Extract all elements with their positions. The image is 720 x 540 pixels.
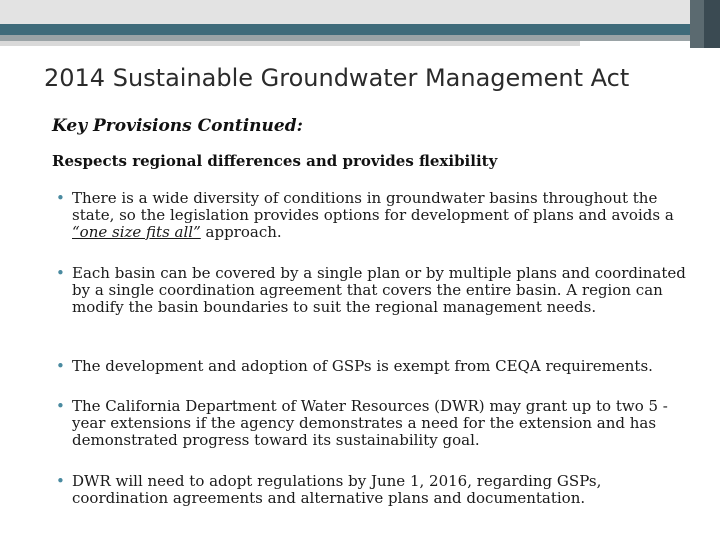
bullet-text-end: approach. (200, 223, 282, 241)
header-corner-accent-dark (704, 0, 720, 48)
slide-subtitle: Key Provisions Continued: (52, 116, 303, 136)
bullet-text: DWR will need to adopt regulations by June 1, 2016, regarding GSPs, coordination agreements and alternative plans and documentation. (72, 472, 602, 507)
bullet-item (52, 358, 702, 375)
header-band-teal (0, 24, 700, 35)
bullet-text: Each basin can be covered by a single plan or by multiple plans and coordinated by a single coordination agreement that covers the entire basin. A region can modify the basin boundaries to suit the regional management needs. (72, 264, 686, 316)
bullet-marker: • (56, 357, 65, 375)
bullet-item (52, 398, 702, 449)
bullet-marker: • (56, 264, 65, 282)
bullet-marker: • (56, 189, 65, 207)
bullet-emphasis: “one size fits all” (72, 223, 201, 241)
bullet-text: The development and adoption of GSPs is exempt from CEQA requirements. (72, 357, 653, 375)
bullet-item (52, 473, 702, 507)
bullet-marker: • (56, 472, 65, 490)
bullet-marker: • (56, 397, 65, 415)
bullet-text: The California Department of Water Resources (DWR) may grant up to two 5 - year extensions if the agency demonstrates a need for the extension and has demonstrated progress toward its sustainability goal. (72, 397, 668, 449)
header-band-light (0, 41, 580, 46)
slide-title: 2014 Sustainable Groundwater Management Act (44, 64, 630, 92)
bullet-item (52, 265, 702, 316)
bullet-text: There is a wide diversity of conditions in groundwater basins throughout the state, so the legislation provides options for development of plans and avoids a (72, 189, 674, 224)
header-band-top (0, 0, 720, 24)
bullet-item (52, 190, 702, 241)
lead-statement: Respects regional differences and provides flexibility (52, 152, 498, 170)
